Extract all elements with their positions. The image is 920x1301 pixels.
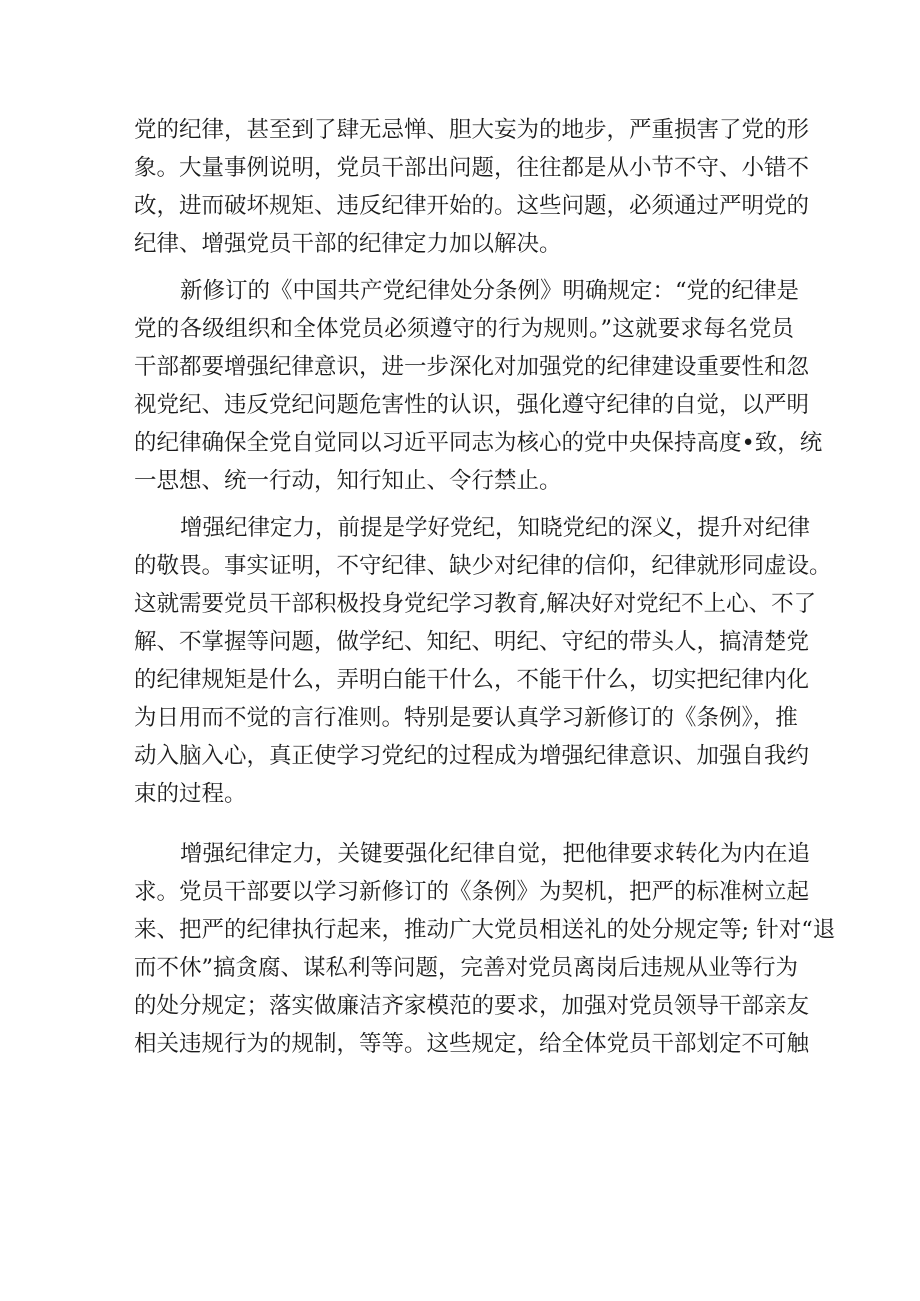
paragraph-gap <box>134 263 794 272</box>
text-line: 解、不掌握等问题，做学纪、知纪、明纪、守纪的带头人，搞清楚党 <box>134 629 810 655</box>
text-line: 视党纪、违反党纪问题危害性的认识，强化遵守纪律的自觉，以严明 <box>134 392 810 418</box>
text-line: 党的纪律，甚至到了肆无忌惮、胆大妄为的地步，严重损害了党的形 <box>134 117 810 143</box>
text-line: 增强纪律定力，前提是学好党纪，知晓党纪的深义，提升对纪律 <box>180 515 811 541</box>
paragraph-4 <box>134 835 836 1063</box>
text-line: 的纪律确保全党自觉同以习近平同志为核心的党中央保持高度•致，统 <box>134 430 823 456</box>
text-line: 束的过程。 <box>134 781 247 807</box>
text-line: 为日用而不觉的言行准则。特别是要认真学习新修订的《条例》，推 <box>134 705 798 731</box>
text-line: 一思想、统一行动，知行知止、令行禁止。 <box>134 468 562 494</box>
text-line: 改，进而破坏规矩、违反纪律开始的。这些问题，必须通过严明党的 <box>134 193 810 219</box>
text-line: 象。大量事例说明，党员干部出问题，往往都是从小节不守、小错不 <box>134 155 810 181</box>
paragraph-3 <box>134 509 832 813</box>
text-line: 增强纪律定力，关键要强化纪律自觉，把他律要求转化为内在追 <box>180 841 811 867</box>
text-line: 的处分规定；落实做廉洁齐家模范的要求，加强对党员领导干部亲友 <box>134 993 810 1019</box>
text-line: 党的各级组织和全体党员必须遵守的行为规则。”这就要求每名党员 <box>134 316 794 342</box>
paragraph-1 <box>134 111 810 263</box>
text-line: 的敬畏。事实证明，不守纪律、缺少对纪律的信仰，纪律就形同虚设。 <box>134 553 832 579</box>
text-line: 而不休”搞贪腐、谋私利等问题，完善对党员离岗后违规从业等行为 <box>134 955 799 981</box>
text-line: 来、把严的纪律执行起来，推动广大党员相送礼的处分规定等; 针对“退 <box>134 917 836 943</box>
text-line: 求。党员干部要以学习新修订的《条例》为契机，把严的标准树立起 <box>134 879 810 905</box>
text-line: 纪律、增强党员干部的纪律定力加以解决。 <box>134 231 562 257</box>
text-line: 动入脑入心，真正使学习党纪的过程成为增强纪律意识、加强自我约 <box>134 743 810 769</box>
article-body <box>134 111 836 1063</box>
paragraph-gap <box>134 813 794 835</box>
text-line: 相关违规行为的规制，等等。这些规定，给全体党员干部划定不可触 <box>134 1031 810 1057</box>
text-line: 新修订的《中国共产党纪律处分条例》明确规定：“党的纪律是 <box>180 278 800 304</box>
paragraph-2 <box>134 272 823 500</box>
paragraph-gap <box>134 500 794 509</box>
text-line: 干部都要增强纪律意识，进一步深化对加强党的纪律建设重要性和忽 <box>134 354 810 380</box>
text-line: 这就需要党员干部积极投身党纪学习教育,解决好对党纪不上心、不了 <box>134 591 817 617</box>
text-line: 的纪律规矩是什么，弄明白能干什么，不能干什么，切实把纪律内化 <box>134 667 810 693</box>
